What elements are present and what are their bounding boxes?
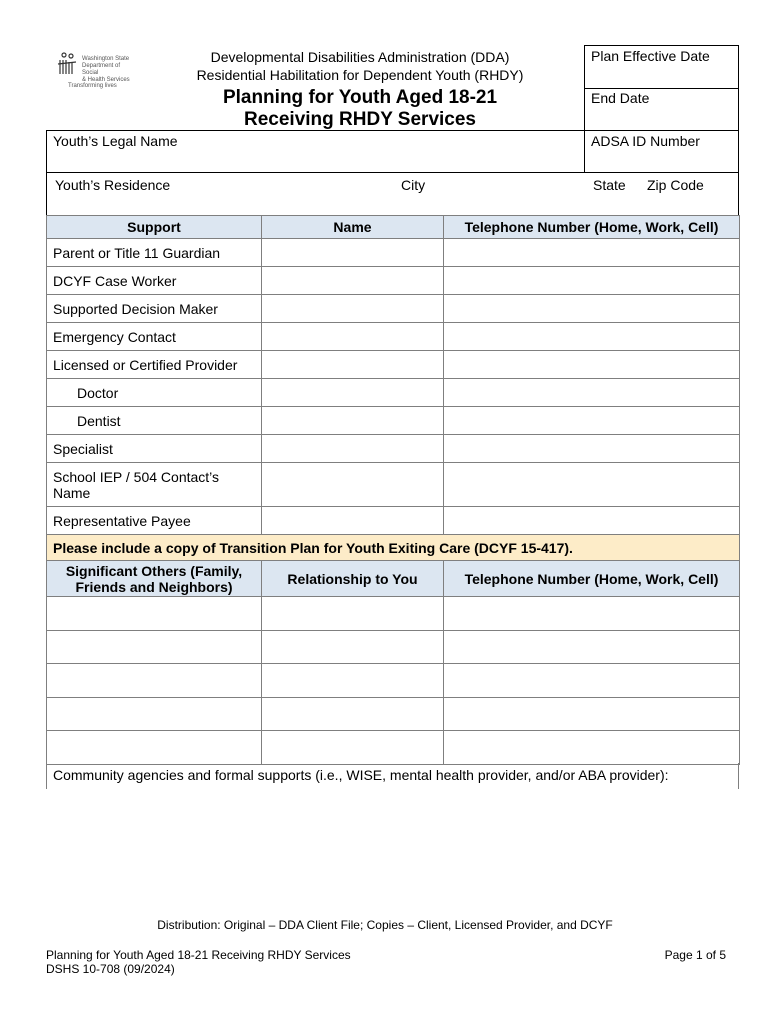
table-row [47, 407, 740, 435]
distribution-note: Distribution: Original – DDA Client File; Copies – Client, Licensed Provider, and DCYF [157, 918, 613, 932]
form-name: Planning for Youth Aged 18-21 Receiving RHDY Services [46, 948, 351, 962]
name-cell[interactable] [262, 295, 444, 323]
support-label: Licensed or Certified Provider [47, 351, 262, 379]
name-cell[interactable] [262, 507, 444, 535]
name-cell[interactable] [262, 379, 444, 407]
table-row [47, 267, 740, 295]
others-header-row [47, 561, 740, 597]
support-label: Supported Decision Maker [47, 295, 262, 323]
table-row [47, 295, 740, 323]
telephone-cell[interactable] [444, 507, 740, 535]
relationship-cell[interactable] [262, 631, 444, 664]
legal-name-field[interactable] [46, 130, 585, 173]
logo-text-1: Washington State [82, 56, 130, 62]
adsa-id-label: ADSA ID Number [591, 133, 700, 149]
telephone-col-header: Telephone Number (Home, Work, Cell) [444, 216, 740, 239]
legal-name-label: Youth’s Legal Name [53, 133, 178, 149]
table-row [47, 731, 740, 765]
telephone-cell[interactable] [444, 463, 740, 507]
telephone-cell[interactable] [444, 267, 740, 295]
adsa-id-field[interactable] [584, 130, 739, 173]
supports-table [46, 215, 740, 765]
plan-effective-date-label: Plan Effective Date [591, 48, 710, 64]
end-date-field[interactable] [584, 88, 739, 131]
others-name-cell[interactable] [47, 597, 262, 631]
others-telephone-cell[interactable] [444, 698, 740, 731]
support-col-header: Support [47, 216, 262, 239]
telephone-cell[interactable] [444, 351, 740, 379]
table-row [47, 463, 740, 507]
residence-row [46, 172, 739, 216]
logo-text-2: Department of Social [82, 63, 121, 76]
community-agencies-label: Community agencies and formal supports (i.e., WISE, mental health provider, and/or ABA provider): [53, 767, 669, 783]
name-cell[interactable] [262, 351, 444, 379]
relationship-cell[interactable] [262, 698, 444, 731]
agency-line-2: Residential Habilitation for Dependent Youth (RHDY) [196, 67, 524, 83]
support-label: Parent or Title 11 Guardian [47, 239, 262, 267]
support-label: Dentist [47, 407, 262, 435]
table-row [47, 435, 740, 463]
table-row [47, 664, 740, 698]
telephone-cell[interactable] [444, 295, 740, 323]
name-cell[interactable] [262, 407, 444, 435]
others-name-cell[interactable] [47, 698, 262, 731]
others-telephone-cell[interactable] [444, 664, 740, 698]
significant-others-col-header: Significant Others (Family, Friends and Neighbors) [47, 561, 262, 597]
page-title-line-1: Planning for Youth Aged 18-21 [222, 87, 498, 108]
telephone-cell[interactable] [444, 239, 740, 267]
name-col-header: Name [262, 216, 444, 239]
others-telephone-cell[interactable] [444, 631, 740, 664]
transition-plan-notice-row [47, 535, 740, 561]
others-telephone-cell[interactable] [444, 597, 740, 631]
telephone-cell[interactable] [444, 435, 740, 463]
relationship-col-header: Relationship to You [262, 561, 444, 597]
relationship-cell[interactable] [262, 664, 444, 698]
telephone-cell[interactable] [444, 407, 740, 435]
name-cell[interactable] [262, 239, 444, 267]
name-cell[interactable] [262, 435, 444, 463]
logo-tagline: Transforming lives [68, 83, 117, 89]
relationship-cell[interactable] [262, 597, 444, 631]
table-row [47, 379, 740, 407]
others-name-cell[interactable] [47, 731, 262, 765]
table-row [47, 507, 740, 535]
support-label: Doctor [47, 379, 262, 407]
table-row [47, 323, 740, 351]
form-number: DSHS 10-708 (09/2024) [46, 962, 175, 976]
support-label: DCYF Case Worker [47, 267, 262, 295]
support-label: Emergency Contact [47, 323, 262, 351]
telephone-cell[interactable] [444, 379, 740, 407]
dshs-logo [56, 52, 136, 92]
others-name-cell[interactable] [47, 631, 262, 664]
city-label[interactable]: City [401, 177, 426, 193]
supports-header-row [47, 216, 740, 239]
logo-text-3: & Health Services [82, 77, 130, 83]
support-label: Specialist [47, 435, 262, 463]
others-telephone-cell[interactable] [444, 731, 740, 765]
end-date-label: End Date [591, 90, 650, 106]
zip-label[interactable]: Zip Code [647, 177, 704, 193]
agency-line-1: Developmental Disabilities Administration (DDA) [210, 49, 510, 65]
name-cell[interactable] [262, 323, 444, 351]
support-label: Representative Payee [47, 507, 262, 535]
others-name-cell[interactable] [47, 664, 262, 698]
relationship-cell[interactable] [262, 731, 444, 765]
table-row [47, 631, 740, 664]
state-label[interactable]: State [593, 177, 626, 193]
page-number: Page 1 of 5 [664, 948, 726, 962]
table-row [47, 351, 740, 379]
name-cell[interactable] [262, 267, 444, 295]
plan-effective-date-field[interactable] [584, 45, 739, 89]
telephone-cell[interactable] [444, 323, 740, 351]
support-label: School IEP / 504 Contact’s Name [47, 463, 262, 507]
page-title-line-2: Receiving RHDY Services [244, 109, 476, 130]
community-agencies-field[interactable] [46, 763, 739, 789]
table-row [47, 698, 740, 731]
name-cell[interactable] [262, 463, 444, 507]
table-row [47, 597, 740, 631]
table-row [47, 239, 740, 267]
transition-plan-notice: Please include a copy of Transition Plan for Youth Exiting Care (DCYF 15-417). [47, 535, 740, 561]
others-telephone-col-header: Telephone Number (Home, Work, Cell) [444, 561, 740, 597]
dshs-logo-icon [56, 52, 80, 76]
residence-label[interactable]: Youth’s Residence [55, 177, 171, 193]
